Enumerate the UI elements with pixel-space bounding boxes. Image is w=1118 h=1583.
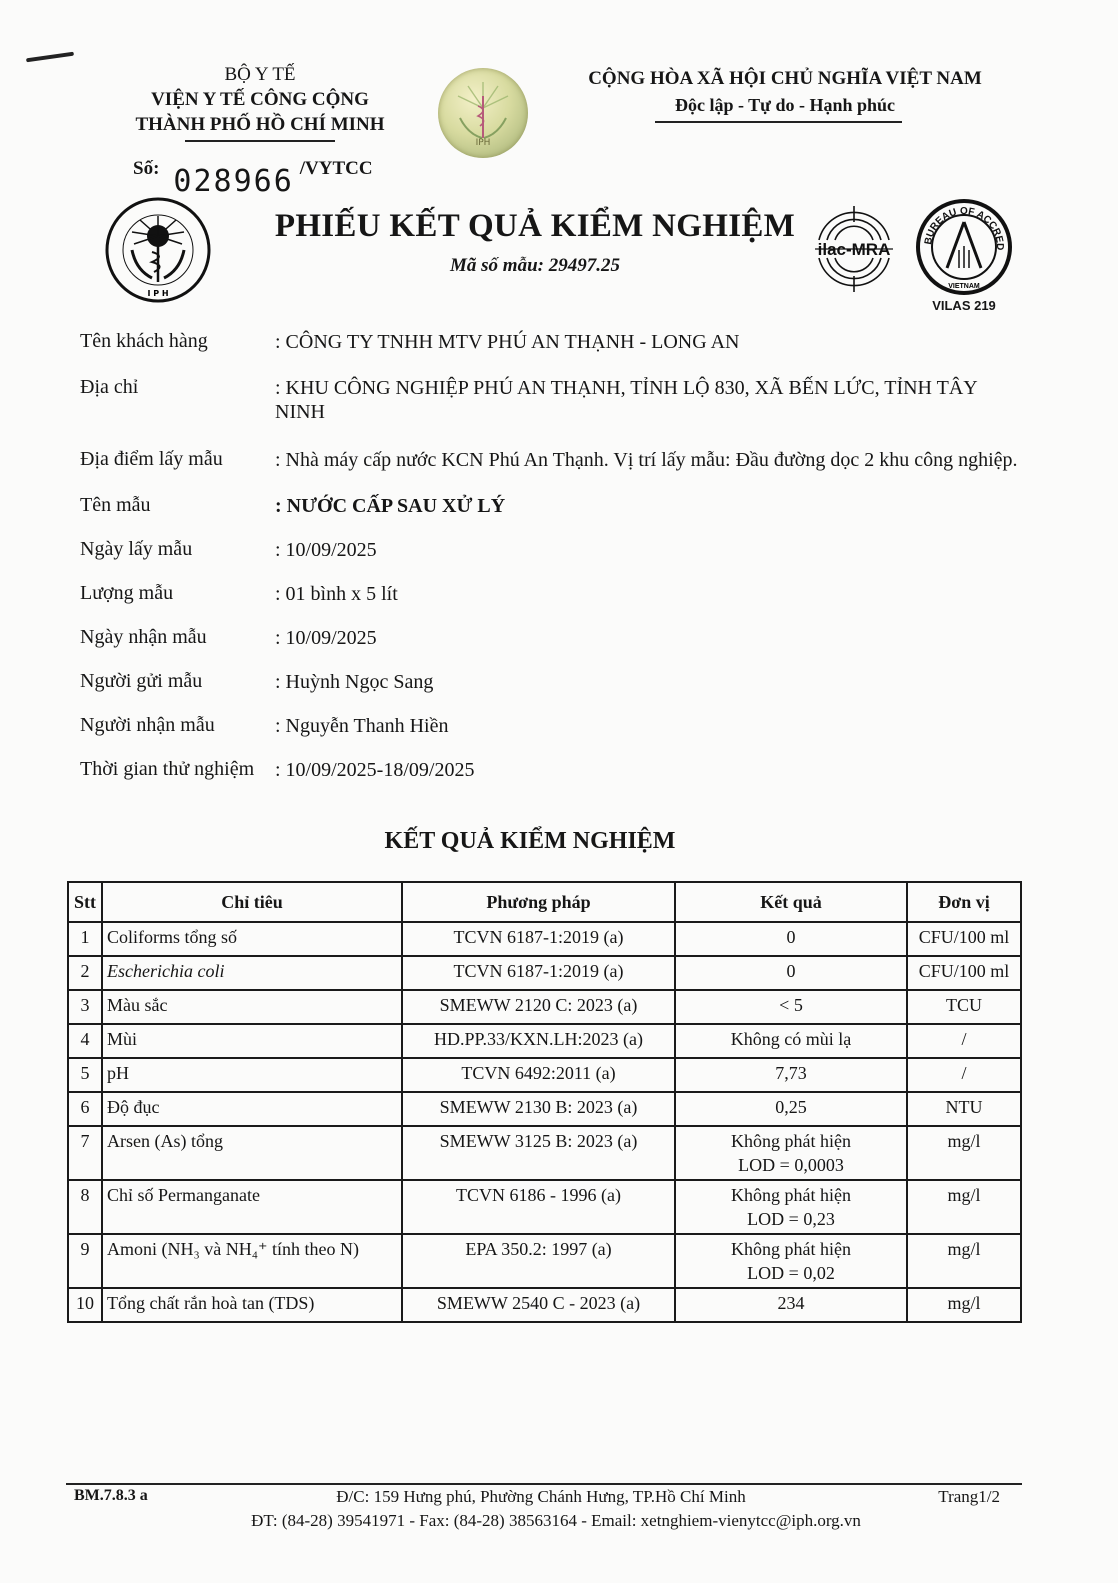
table-row — [68, 1024, 1021, 1058]
info-row — [80, 582, 1030, 606]
info-row — [80, 758, 1030, 782]
result-value: 234 — [777, 1293, 805, 1313]
info-row — [80, 494, 1030, 518]
institute-seal-icon — [104, 196, 212, 304]
info-label: Thời gian thử nghiệm — [80, 758, 255, 780]
hologram-stamp-icon — [438, 68, 528, 158]
result-value: Không phát hiện — [731, 1185, 851, 1205]
cell-indicator: pH — [102, 1058, 402, 1092]
cell-unit: / — [907, 1024, 1021, 1058]
cell-stt: 10 — [68, 1288, 102, 1322]
footer-divider — [66, 1483, 1022, 1485]
cell-result — [675, 1180, 907, 1234]
column-header-unit: Đơn vị — [907, 882, 1021, 922]
info-label: Người gửi mẫu — [80, 670, 203, 692]
info-label: Người nhận mẫu — [80, 714, 215, 736]
seal-initials: I P H — [147, 289, 169, 298]
nation-name: CỘNG HÒA XÃ HỘI CHỦ NGHĨA VIỆT NAM — [588, 68, 982, 89]
ministry-name: BỘ Y TẾ — [224, 64, 296, 85]
info-value: : 10/09/2025 — [275, 539, 377, 561]
info-value: : 10/09/2025-18/09/2025 — [275, 759, 475, 781]
info-label: Địa chỉ — [80, 376, 139, 398]
document-number — [133, 158, 373, 199]
sample-info — [80, 330, 1030, 782]
cell-indicator: Chỉ số Permanganate — [102, 1180, 402, 1234]
info-row — [80, 626, 1030, 650]
info-row — [80, 448, 1030, 472]
result-value: 0 — [786, 961, 796, 981]
info-label: Ngày lấy mẫu — [80, 538, 193, 560]
cell-unit: mg/l — [907, 1288, 1021, 1322]
cell-indicator: Amoni (NH₃ và NH₄⁺ tính theo N) — [102, 1234, 402, 1288]
info-label: Tên khách hàng — [80, 330, 208, 352]
info-row — [80, 538, 1030, 562]
cell-unit: mg/l — [907, 1126, 1021, 1180]
document-number-value: 028966 — [173, 164, 294, 199]
info-value: : Nhà máy cấp nước KCN Phú An Thạnh. Vị trí lấy mẫu: Đầu đường dọc 2 khu công nghiệp. — [275, 449, 1018, 471]
cell-indicator: Tổng chất rắn hoà tan (TDS) — [102, 1288, 402, 1322]
info-value: : KHU CÔNG NGHIỆP PHÚ AN THẠNH, TỈNH LỘ 830, XÃ BẾN LỨC, TỈNH TÂY NINH — [275, 377, 977, 423]
cell-stt: 9 — [68, 1234, 102, 1288]
info-row — [80, 714, 1030, 738]
motto-underline — [655, 121, 902, 123]
cell-unit: CFU/100 ml — [907, 956, 1021, 990]
column-header-method: Phương pháp — [402, 882, 675, 922]
result-lod: LOD = 0,0003 — [738, 1155, 844, 1175]
result-value: Không có mùi lạ — [730, 1029, 852, 1049]
cell-result — [675, 922, 907, 956]
cell-indicator: Coliforms tổng số — [102, 922, 402, 956]
info-label: Ngày nhận mẫu — [80, 626, 207, 648]
hologram-text: IPH — [475, 138, 491, 148]
national-header — [560, 66, 1010, 118]
table-row — [68, 1234, 1021, 1288]
cell-result — [675, 1058, 907, 1092]
cell-stt: 6 — [68, 1092, 102, 1126]
result-lod: LOD = 0,02 — [747, 1263, 835, 1283]
document-number-suffix: /VYTCC — [299, 158, 373, 179]
cell-unit: TCU — [907, 990, 1021, 1024]
info-label: Địa điểm lấy mẫu — [80, 448, 223, 470]
cell-stt: 5 — [68, 1058, 102, 1092]
cell-result — [675, 990, 907, 1024]
vilas-code: VILAS 219 — [932, 298, 996, 313]
column-header-indicator: Chỉ tiêu — [102, 882, 402, 922]
info-value: : CÔNG TY TNHH MTV PHÚ AN THẠNH - LONG AN — [275, 331, 740, 353]
info-label: Lượng mẫu — [80, 582, 174, 604]
result-value: 0,25 — [775, 1097, 807, 1117]
cell-unit: mg/l — [907, 1234, 1021, 1288]
cell-indicator: Escherichia coli — [102, 956, 402, 990]
cell-result — [675, 1024, 907, 1058]
issuing-organization — [110, 62, 410, 137]
cell-method: SMEWW 3125 B: 2023 (a) — [402, 1126, 675, 1180]
footer-contact: ĐT: (84-28) 39541971 - Fax: (84-28) 38563164 - Email: xetnghiem-vienytcc@iph.org.vn — [251, 1511, 861, 1530]
sample-code — [270, 255, 800, 277]
cell-indicator: Độ đục — [102, 1092, 402, 1126]
cell-method: SMEWW 2130 B: 2023 (a) — [402, 1092, 675, 1126]
cell-method: TCVN 6186 - 1996 (a) — [402, 1180, 675, 1234]
document-number-label: Số: — [133, 158, 160, 179]
cell-stt: 7 — [68, 1126, 102, 1180]
cell-method: SMEWW 2540 C - 2023 (a) — [402, 1288, 675, 1322]
table-row — [68, 990, 1021, 1024]
boa-country: VIETNAM — [948, 283, 980, 290]
result-value: 7,73 — [775, 1063, 807, 1083]
cell-method: EPA 350.2: 1997 (a) — [402, 1234, 675, 1288]
institute-name-line2: THÀNH PHỐ HỒ CHÍ MINH — [135, 114, 385, 135]
document-title: PHIẾU KẾT QUẢ KIỂM NGHIỆM — [274, 208, 796, 244]
pen-mark — [26, 52, 74, 63]
cell-unit: NTU — [907, 1092, 1021, 1126]
cell-result — [675, 1288, 907, 1322]
table-row — [68, 1092, 1021, 1126]
column-header-stt: Stt — [68, 882, 102, 922]
table-row — [68, 1058, 1021, 1092]
results-table — [67, 881, 1022, 1323]
cell-method: TCVN 6492:2011 (a) — [402, 1058, 675, 1092]
cell-result — [675, 1126, 907, 1180]
table-row — [68, 922, 1021, 956]
cell-result — [675, 956, 907, 990]
org-underline — [185, 140, 335, 142]
national-motto: Độc lập - Tự do - Hạnh phúc — [674, 95, 896, 115]
cell-method: TCVN 6187-1:2019 (a) — [402, 922, 675, 956]
info-row — [80, 330, 1030, 354]
cell-result — [675, 1234, 907, 1288]
info-value: : 01 bình x 5 lít — [275, 583, 398, 605]
ilac-text: ilac-MRA — [817, 240, 891, 259]
cell-indicator: Mùi — [102, 1024, 402, 1058]
table-row — [68, 956, 1021, 990]
info-value: : NƯỚC CẤP SAU XỬ LÝ — [275, 495, 506, 517]
column-header-result: Kết quả — [675, 882, 907, 922]
sample-code-value: 29497.25 — [548, 255, 620, 276]
result-value: Không phát hiện — [731, 1239, 851, 1259]
cell-indicator: Màu sắc — [102, 990, 402, 1024]
cell-stt: 3 — [68, 990, 102, 1024]
footer-address: Đ/C: 159 Hưng phú, Phường Chánh Hưng, TP.Hồ Chí Minh — [336, 1487, 746, 1506]
cell-stt: 4 — [68, 1024, 102, 1058]
ilac-mra-logo-icon — [805, 200, 903, 298]
sample-code-label: Mã số mẫu: — [450, 255, 544, 276]
info-row — [80, 670, 1030, 694]
results-header-row — [68, 882, 1021, 922]
cell-method: SMEWW 2120 C: 2023 (a) — [402, 990, 675, 1024]
result-value: < 5 — [779, 995, 803, 1015]
cell-method: HD.PP.33/KXN.LH:2023 (a) — [402, 1024, 675, 1058]
cell-result — [675, 1092, 907, 1126]
cell-indicator: Arsen (As) tổng — [102, 1126, 402, 1180]
boa-text: BUREAU OF ACCRED — [922, 205, 1006, 251]
cell-stt: 8 — [68, 1180, 102, 1234]
result-value: 0 — [786, 927, 796, 947]
result-value: Không phát hiện — [731, 1131, 851, 1151]
info-value: : 10/09/2025 — [275, 627, 377, 649]
bureau-of-accreditation-logo-icon — [915, 198, 1013, 296]
info-label: Tên mẫu — [80, 494, 151, 516]
cell-method: TCVN 6187-1:2019 (a) — [402, 956, 675, 990]
institute-name-line1: VIỆN Y TẾ CÔNG CỘNG — [151, 89, 369, 110]
cell-unit: / — [907, 1058, 1021, 1092]
info-row — [80, 376, 1030, 424]
page-number: Trang1/2 — [938, 1487, 1000, 1506]
info-value: : Nguyễn Thanh Hiền — [275, 715, 449, 737]
cell-stt: 1 — [68, 922, 102, 956]
cell-unit: mg/l — [907, 1180, 1021, 1234]
cell-unit: CFU/100 ml — [907, 922, 1021, 956]
cell-stt: 2 — [68, 956, 102, 990]
table-row — [68, 1288, 1021, 1322]
table-row — [68, 1126, 1021, 1180]
table-row — [68, 1180, 1021, 1234]
info-value: : Huỳnh Ngọc Sang — [275, 671, 434, 693]
form-code: BM.7.8.3 a — [74, 1487, 148, 1504]
svg-text:BUREAU OF ACCREDITATION — [915, 198, 1005, 250]
results-title: KẾT QUẢ KIỂM NGHIỆM — [384, 828, 676, 854]
result-lod: LOD = 0,23 — [747, 1209, 835, 1229]
